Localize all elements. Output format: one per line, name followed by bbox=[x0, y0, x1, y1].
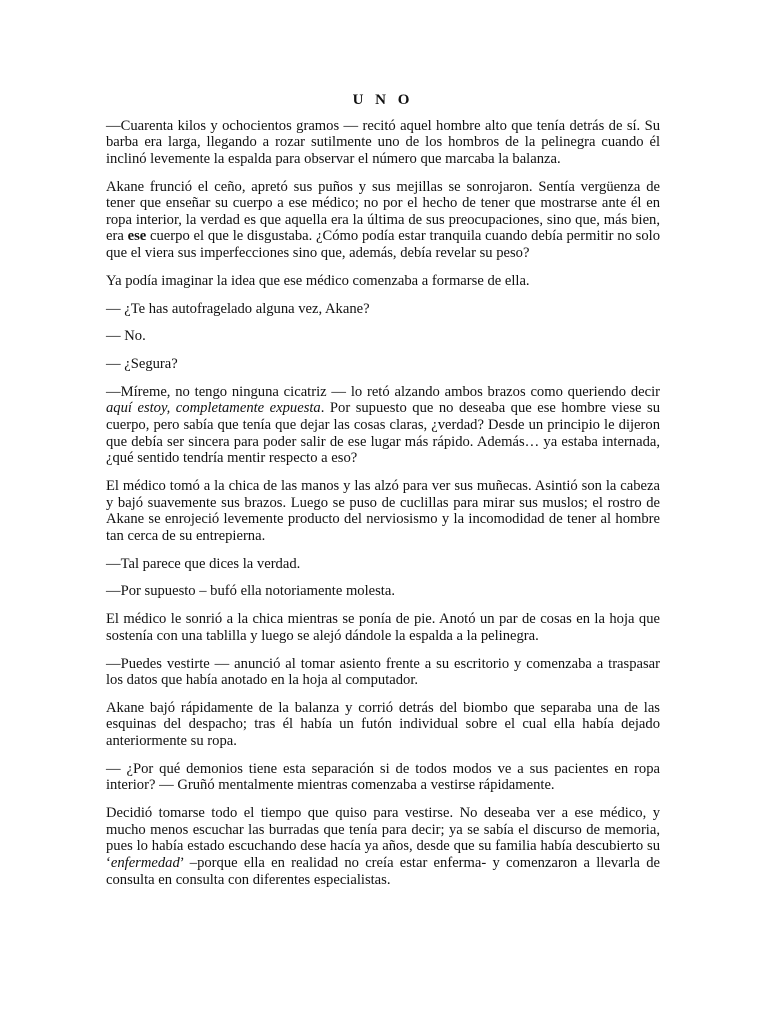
text-run: ’ –porque ella en realidad no creía estar enferma- y comenzaron a llevarla de consulta en consulta con diferentes especialistas. bbox=[106, 855, 660, 888]
paragraph-p15 bbox=[106, 805, 660, 888]
text-run: Akane bajó rápidamente de la balanza y corrió detrás del biombo que separaba una de las esquinas del despacho; tras él había un futón individual sobre el cual ella había dejado anteriormente su ropa. bbox=[106, 699, 660, 750]
paragraph-p10 bbox=[106, 583, 660, 600]
paragraph-p13 bbox=[106, 700, 660, 750]
text-run: . Por supuesto que no deseaba que ese hombre viese su cuerpo, pero sabía que tenía que dejar las cosas claras, ¿verdad? Desde un principio le dijeron que debía ser sincera para poder salir de ese lugar más rápido. Además… ya estaba internada, ¿qué sentido tendría mentir respecto a eso? bbox=[106, 400, 661, 467]
text-run: El médico tomó a la chica de las manos y las alzó para ver sus muñecas. Asintió son la cabeza y bajó suavemente sus brazos. Luego se puso de cuclillas para mirar sus muslos; el rostro de Akane se enrojeció levemente producto del nerviosismo y la incomodidad de tener al hombre tan cerca de su entrepierna. bbox=[106, 478, 660, 544]
chapter-title: U N O bbox=[352, 92, 414, 108]
text-run: Ya podía imaginar la idea que ese médico comenzaba a formarse de ella. bbox=[106, 272, 530, 289]
body-text bbox=[106, 118, 660, 889]
paragraph-p11 bbox=[106, 611, 660, 644]
paragraph-p5 bbox=[106, 328, 660, 345]
italic-text-run: aquí estoy, completamente expuesta bbox=[106, 400, 321, 417]
italic-text-run: enfermedad bbox=[110, 855, 180, 871]
paragraph-p3 bbox=[106, 273, 660, 290]
text-run: Decidió tomarse todo el tiempo que quiso para vestirse. No deseaba ver a ese médico, y mucho menos escuchar las burradas que tenía para decir; ya se sabía el discurso de memoria, pues lo había estado escuchando dese hacía ya años, desde que su familia había descubierto su ‘ bbox=[106, 805, 660, 871]
text-run: El médico le sonrió a la chica mientras se ponía de pie. Anotó un par de cosas en la hoja que sostenía con una tablilla y luego se alejó dándole la espalda a la pelinegra. bbox=[106, 611, 660, 644]
text-run: — ¿Segura? bbox=[106, 356, 178, 373]
text-run: cuerpo el que le disgustaba. ¿Cómo podía estar tranquila cuando debía permitir no solo que el viera sus imperfecciones sino que, además, debía revelar su peso? bbox=[106, 228, 660, 261]
paragraph-p9 bbox=[106, 556, 660, 573]
text-run: — ¿Por qué demonios tiene esta separación si de todos modos ve a sus pacientes en ropa interior? — Gruñó mentalmente mientras comenzaba a vestirse rápidamente. bbox=[106, 760, 660, 794]
text-run: Akane frunció el ceño, apretó sus puños y sus mejillas se sonrojaron. Sentía vergüenza de tener que enseñar su cuerpo a ese médico; no por el hecho de tener que mostrarse ante él en ropa interior, la verdad es que aquella era la última de sus preocupaciones, sino que, más bien, era bbox=[106, 178, 660, 245]
bold-text-run: ese bbox=[127, 228, 147, 245]
text-run: —Tal parece que dices la verdad. bbox=[106, 555, 301, 572]
text-run: —Puedes vestirte — anunció al tomar asiento frente a su escritorio y comenzaba a traspasar los datos que había anotado en la hoja al computador. bbox=[106, 655, 660, 689]
paragraph-p4 bbox=[106, 301, 660, 318]
text-run: — ¿Te has autofragelado alguna vez, Akane? bbox=[106, 300, 370, 317]
paragraph-p14 bbox=[106, 761, 660, 794]
text-run: —Por supuesto – bufó ella notoriamente molesta. bbox=[106, 583, 395, 600]
text-run: — No. bbox=[106, 328, 146, 345]
paragraph-p1 bbox=[106, 118, 660, 168]
paragraph-p12 bbox=[106, 656, 660, 689]
text-run: —Cuarenta kilos y ochocientos gramos — recitó aquel hombre alto que tenía detrás de sí. Su barba era larga, llegando a rozar sutilmente uno de los hombros de la pelinegra cuando él inclinó levemente la espalda para observar el número que marcaba la balanza. bbox=[106, 117, 660, 167]
paragraph-p7 bbox=[106, 384, 660, 467]
paragraph-p8 bbox=[106, 478, 660, 544]
text-run: —Míreme, no tengo ninguna cicatriz — lo retó alzando ambos brazos como queriendo decir bbox=[106, 383, 660, 400]
document-page bbox=[106, 90, 660, 899]
paragraph-p2 bbox=[106, 179, 660, 262]
paragraph-p6 bbox=[106, 356, 660, 373]
